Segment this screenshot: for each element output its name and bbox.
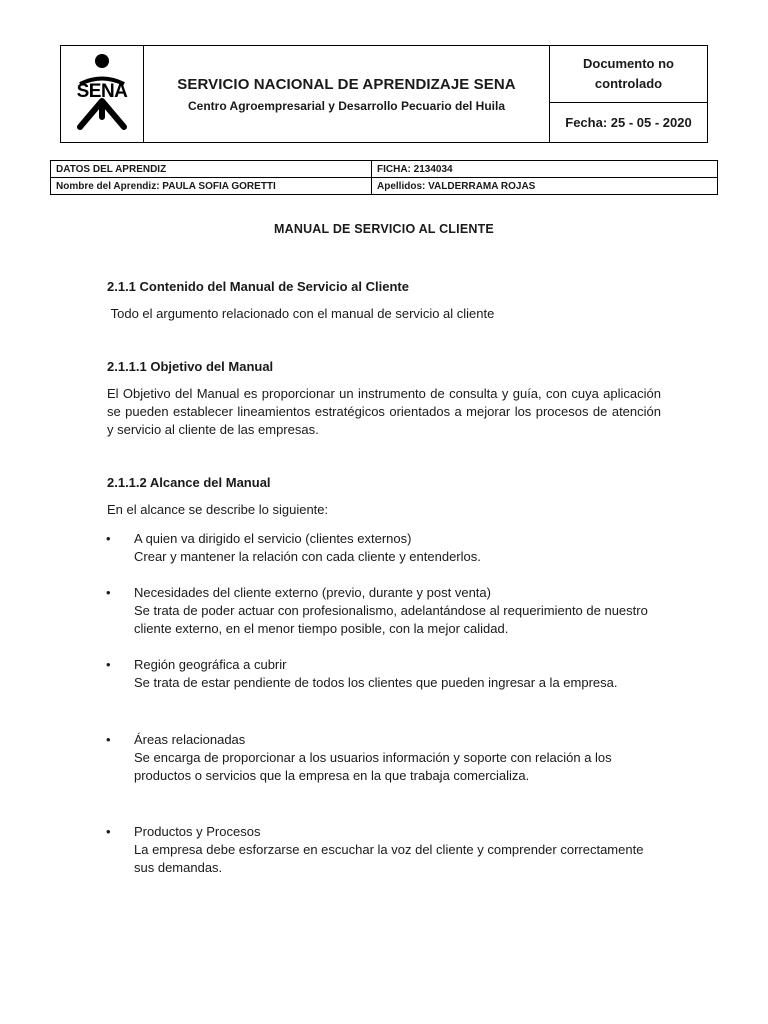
sena-logo-text: SENA (76, 80, 128, 102)
bullet-text: Se encarga de proporcionar a los usuarios información y soporte con relación a los productos o servicios que la empresa en la que trabaja comercializa. (134, 750, 612, 783)
bullet-text: Se trata de estar pendiente de todos los clientes que pueden ingresar a la empresa. (134, 675, 618, 690)
student-surnames-field: Apellidos: VALDERRAMA ROJAS (372, 178, 718, 195)
bullet-title: Necesidades del cliente externo (previo, durante y post venta) (134, 585, 491, 600)
bullet-title: Áreas relacionadas (134, 732, 246, 747)
bullet-title: A quien va dirigido el servicio (clientes externos) (134, 531, 412, 546)
bullet-icon: • (106, 824, 111, 839)
document-status-line1: Documento no (583, 56, 674, 71)
sena-logo-cell (61, 46, 144, 143)
date-cell: Fecha: 25 - 05 - 2020 (550, 103, 708, 143)
document-title: MANUAL DE SERVICIO AL CLIENTE (274, 222, 494, 236)
center-name: Centro Agroempresarial y Desarrollo Pecuario del Huila (188, 98, 505, 113)
section-text-scope-intro: En el alcance se describe lo siguiente: (107, 502, 329, 517)
bullet-icon: • (106, 732, 111, 747)
document-header (60, 45, 708, 143)
bullet-icon: • (106, 585, 111, 600)
bullet-icon: • (106, 657, 111, 672)
student-name-field: Nombre del Aprendiz: PAULA SOFIA GORETTI (51, 178, 372, 195)
scope-bullet-list (107, 530, 661, 877)
ficha-field: FICHA: 2134034 (372, 161, 718, 178)
list-item (107, 530, 661, 566)
student-section-label: DATOS DEL APRENDIZ (51, 161, 372, 178)
section-heading-scope: 2.1.1.2 Alcance del Manual (107, 475, 271, 490)
section-text-objective: El Objetivo del Manual es proporcionar un instrumento de consulta y guía, con cuya aplicación se pueden establecer lineamientos estratégicos orientados a mejorar los procesos de atención y servicio al cliente de las empresas. (107, 386, 661, 437)
list-item (107, 656, 661, 692)
institution-name: SERVICIO NACIONAL DE APRENDIZAJE SENA (177, 75, 516, 93)
section-heading-objective: 2.1.1.1 Objetivo del Manual (107, 359, 274, 374)
bullet-text: Crear y mantener la relación con cada cliente y entenderlos. (134, 549, 481, 564)
bullet-title: Región geográfica a cubrir (134, 657, 287, 672)
document-status-line2: controlado (594, 76, 663, 91)
institution-cell (144, 46, 550, 143)
list-item (107, 584, 661, 638)
bullet-text: La empresa debe esforzarse en escuchar la voz del cliente y comprender correctamente sus demandas. (134, 842, 644, 875)
document-body (107, 278, 661, 877)
section-heading-content: 2.1.1 Contenido del Manual de Servicio al Cliente (107, 279, 409, 294)
section-text-content: Todo el argumento relacionado con el manual de servicio al cliente (110, 306, 495, 321)
bullet-text: Se trata de poder actuar con profesionalismo, adelantándose al requerimiento de nuestro cliente externo, en el menor tiempo posible, con la mejor calidad. (134, 603, 648, 636)
bullet-title: Productos y Procesos (134, 824, 261, 839)
sena-logo (66, 51, 138, 133)
document-status-cell (550, 46, 708, 103)
list-item (107, 823, 661, 877)
bullet-icon: • (106, 531, 111, 546)
student-data-table (50, 160, 718, 195)
list-item (107, 731, 661, 785)
